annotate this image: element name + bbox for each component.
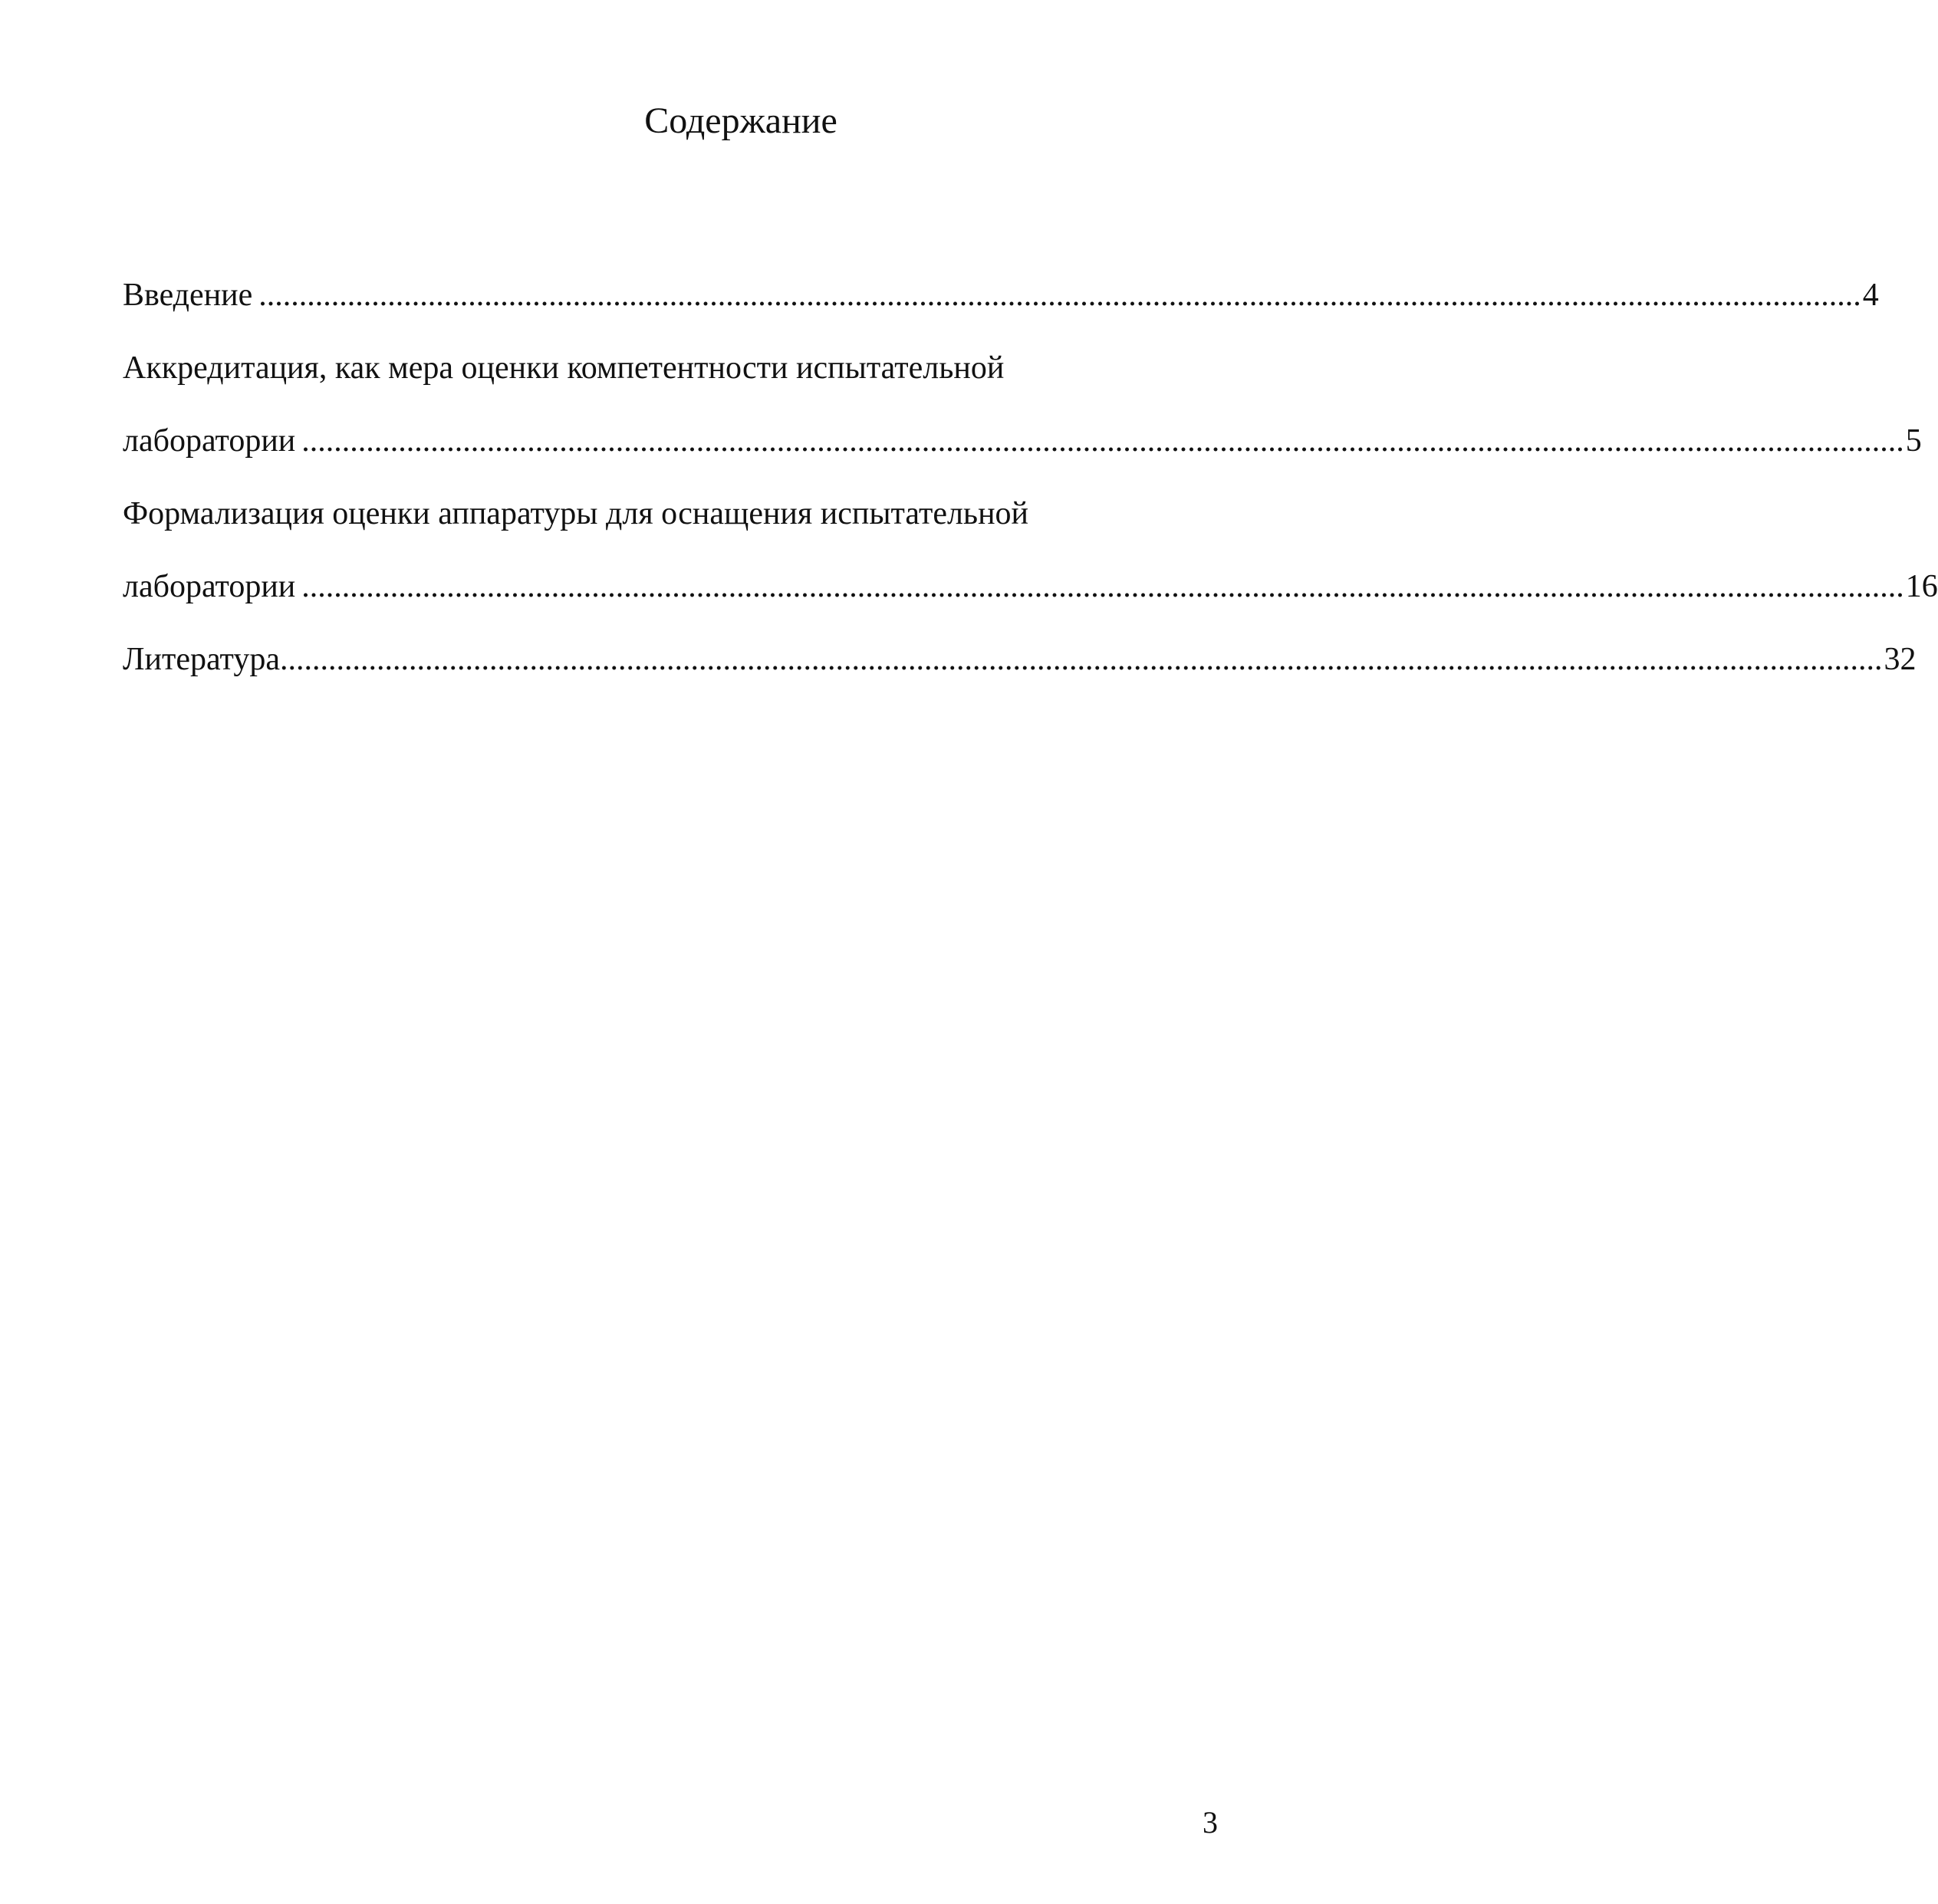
toc-page-number: 5: [1905, 423, 1922, 459]
toc-dot-leader: .......................................................................................................................................................................................................: [279, 642, 1883, 677]
toc-dot-leader: .......................................................................................................................................................................................................: [301, 569, 1904, 604]
toc-dot-leader: .......................................................................................................................................................................................................: [301, 423, 1904, 459]
toc-page-number: 32: [1884, 642, 1917, 677]
toc-entry-introduction[interactable]: [123, 272, 1879, 318]
toc-entry-accreditation-line1[interactable]: [123, 345, 1004, 391]
toc-entry-title: Введение: [123, 278, 253, 313]
toc-entry-literature[interactable]: [123, 636, 1917, 682]
page-number: 3: [1203, 1805, 1218, 1840]
toc-entry-title: Формализация оценки аппаратуры для оснащения испытательной: [123, 496, 1029, 531]
toc-dot-leader: .......................................................................................................................................................................................................: [258, 278, 1861, 313]
toc-entry-formalization-line1[interactable]: [123, 491, 1028, 537]
toc-entry-title: Литература: [123, 642, 280, 677]
toc-entry-formalization-line2[interactable]: [123, 564, 1938, 610]
toc-entry-accreditation-line2[interactable]: [123, 418, 1922, 464]
toc-entry-title: лаборатории: [123, 423, 296, 459]
toc-page-number: 16: [1905, 569, 1938, 604]
page-title: Содержание: [644, 100, 837, 141]
toc-entry-title: лаборатории: [123, 569, 296, 604]
toc-entry-title: Аккредитация, как мера оценки компетентности испытательной: [123, 350, 1005, 386]
toc-page-number: 4: [1862, 278, 1879, 313]
